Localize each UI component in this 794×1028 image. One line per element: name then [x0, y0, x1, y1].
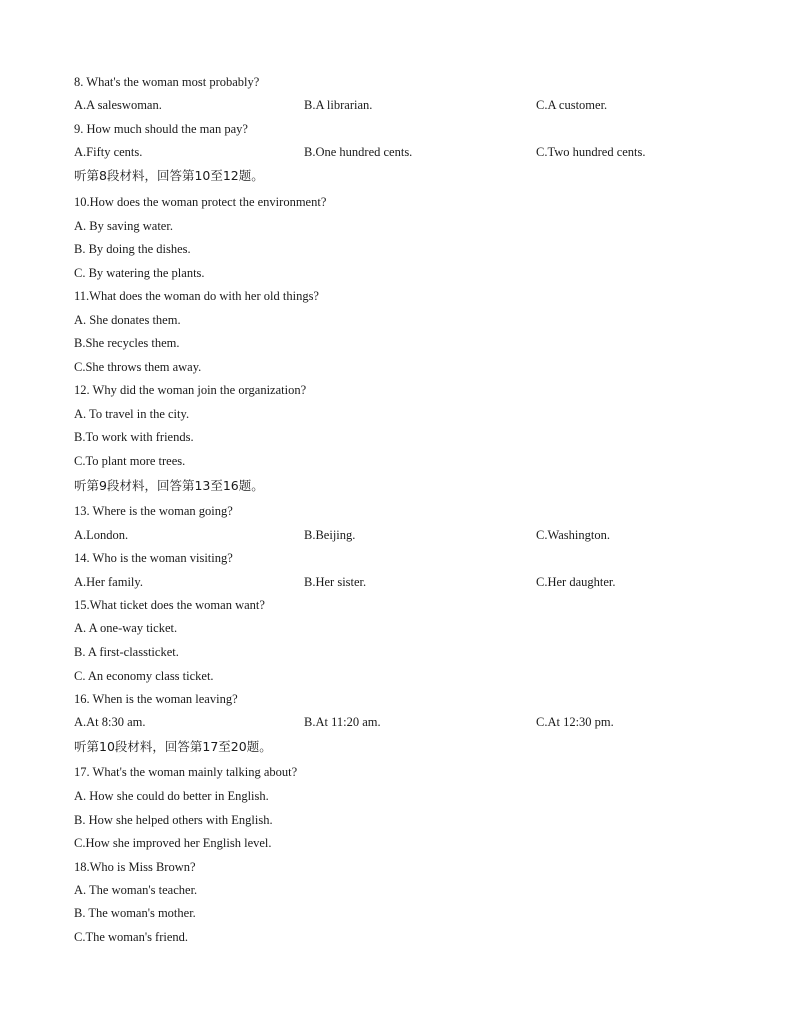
answer-option: B.A librarian.: [304, 98, 373, 112]
question-line: C. By watering the plants.: [74, 266, 205, 280]
question-line: C.How she improved her English level.: [74, 836, 272, 850]
question-line: B.To work with friends.: [74, 430, 194, 444]
answer-option: B.One hundred cents.: [304, 145, 413, 159]
question-line: B. By doing the dishes.: [74, 242, 191, 256]
question-line: 11.What does the woman do with her old things?: [74, 289, 319, 303]
question-line: A. The woman's teacher.: [74, 883, 198, 897]
answer-option: A.At 8:30 am.: [74, 715, 146, 729]
question-line: B. How she helped others with English.: [74, 813, 273, 827]
question-line: 12. Why did the woman join the organization?: [74, 383, 307, 397]
question-line: B.She recycles them.: [74, 336, 180, 350]
answer-option: C.Washington.: [536, 528, 610, 542]
question-line: A. She donates them.: [74, 313, 181, 327]
question-line: 16. When is the woman leaving?: [74, 692, 238, 706]
question-line: 9. How much should the man pay?: [74, 122, 248, 136]
answer-option: B.Beijing.: [304, 528, 356, 542]
question-line: C.To plant more trees.: [74, 454, 186, 468]
question-line: C.She throws them away.: [74, 360, 202, 374]
question-line: A. By saving water.: [74, 219, 173, 233]
question-line: A. To travel in the city.: [74, 407, 190, 421]
question-line: A. How she could do better in English.: [74, 789, 269, 803]
answer-option: A.London.: [74, 528, 129, 542]
answer-option: C.Two hundred cents.: [536, 145, 646, 159]
question-line: 17. What's the woman mainly talking about?: [74, 765, 298, 779]
question-line: B. The woman's mother.: [74, 906, 196, 920]
question-line: 14. Who is the woman visiting?: [74, 551, 233, 565]
question-line: C.The woman's friend.: [74, 930, 189, 944]
question-line: 8. What's the woman most probably?: [74, 75, 260, 89]
answer-option: A.Her family.: [74, 575, 143, 589]
answer-option: C.Her daughter.: [536, 575, 616, 589]
question-line: A. A one-way ticket.: [74, 621, 178, 635]
question-line: 10.How does the woman protect the environment?: [74, 195, 327, 209]
question-line: 15.What ticket does the woman want?: [74, 598, 265, 612]
question-line: C. An economy class ticket.: [74, 669, 214, 683]
answer-option: A.Fifty cents.: [74, 145, 143, 159]
answer-option: A.A saleswoman.: [74, 98, 162, 112]
answer-option: C.A customer.: [536, 98, 608, 112]
question-line: 13. Where is the woman going?: [74, 504, 233, 518]
question-line: B. A first-classticket.: [74, 645, 179, 659]
answer-option: B.Her sister.: [304, 575, 367, 589]
answer-option: C.At 12:30 pm.: [536, 715, 614, 729]
question-line: 18.Who is Miss Brown?: [74, 860, 196, 874]
answer-option: B.At 11:20 am.: [304, 715, 381, 729]
section-heading: 听第10段材料，回答第17至20题。: [74, 739, 272, 754]
section-heading: 听第8段材料，回答第10至12题。: [74, 168, 264, 183]
section-heading: 听第9段材料，回答第13至16题。: [74, 478, 264, 493]
